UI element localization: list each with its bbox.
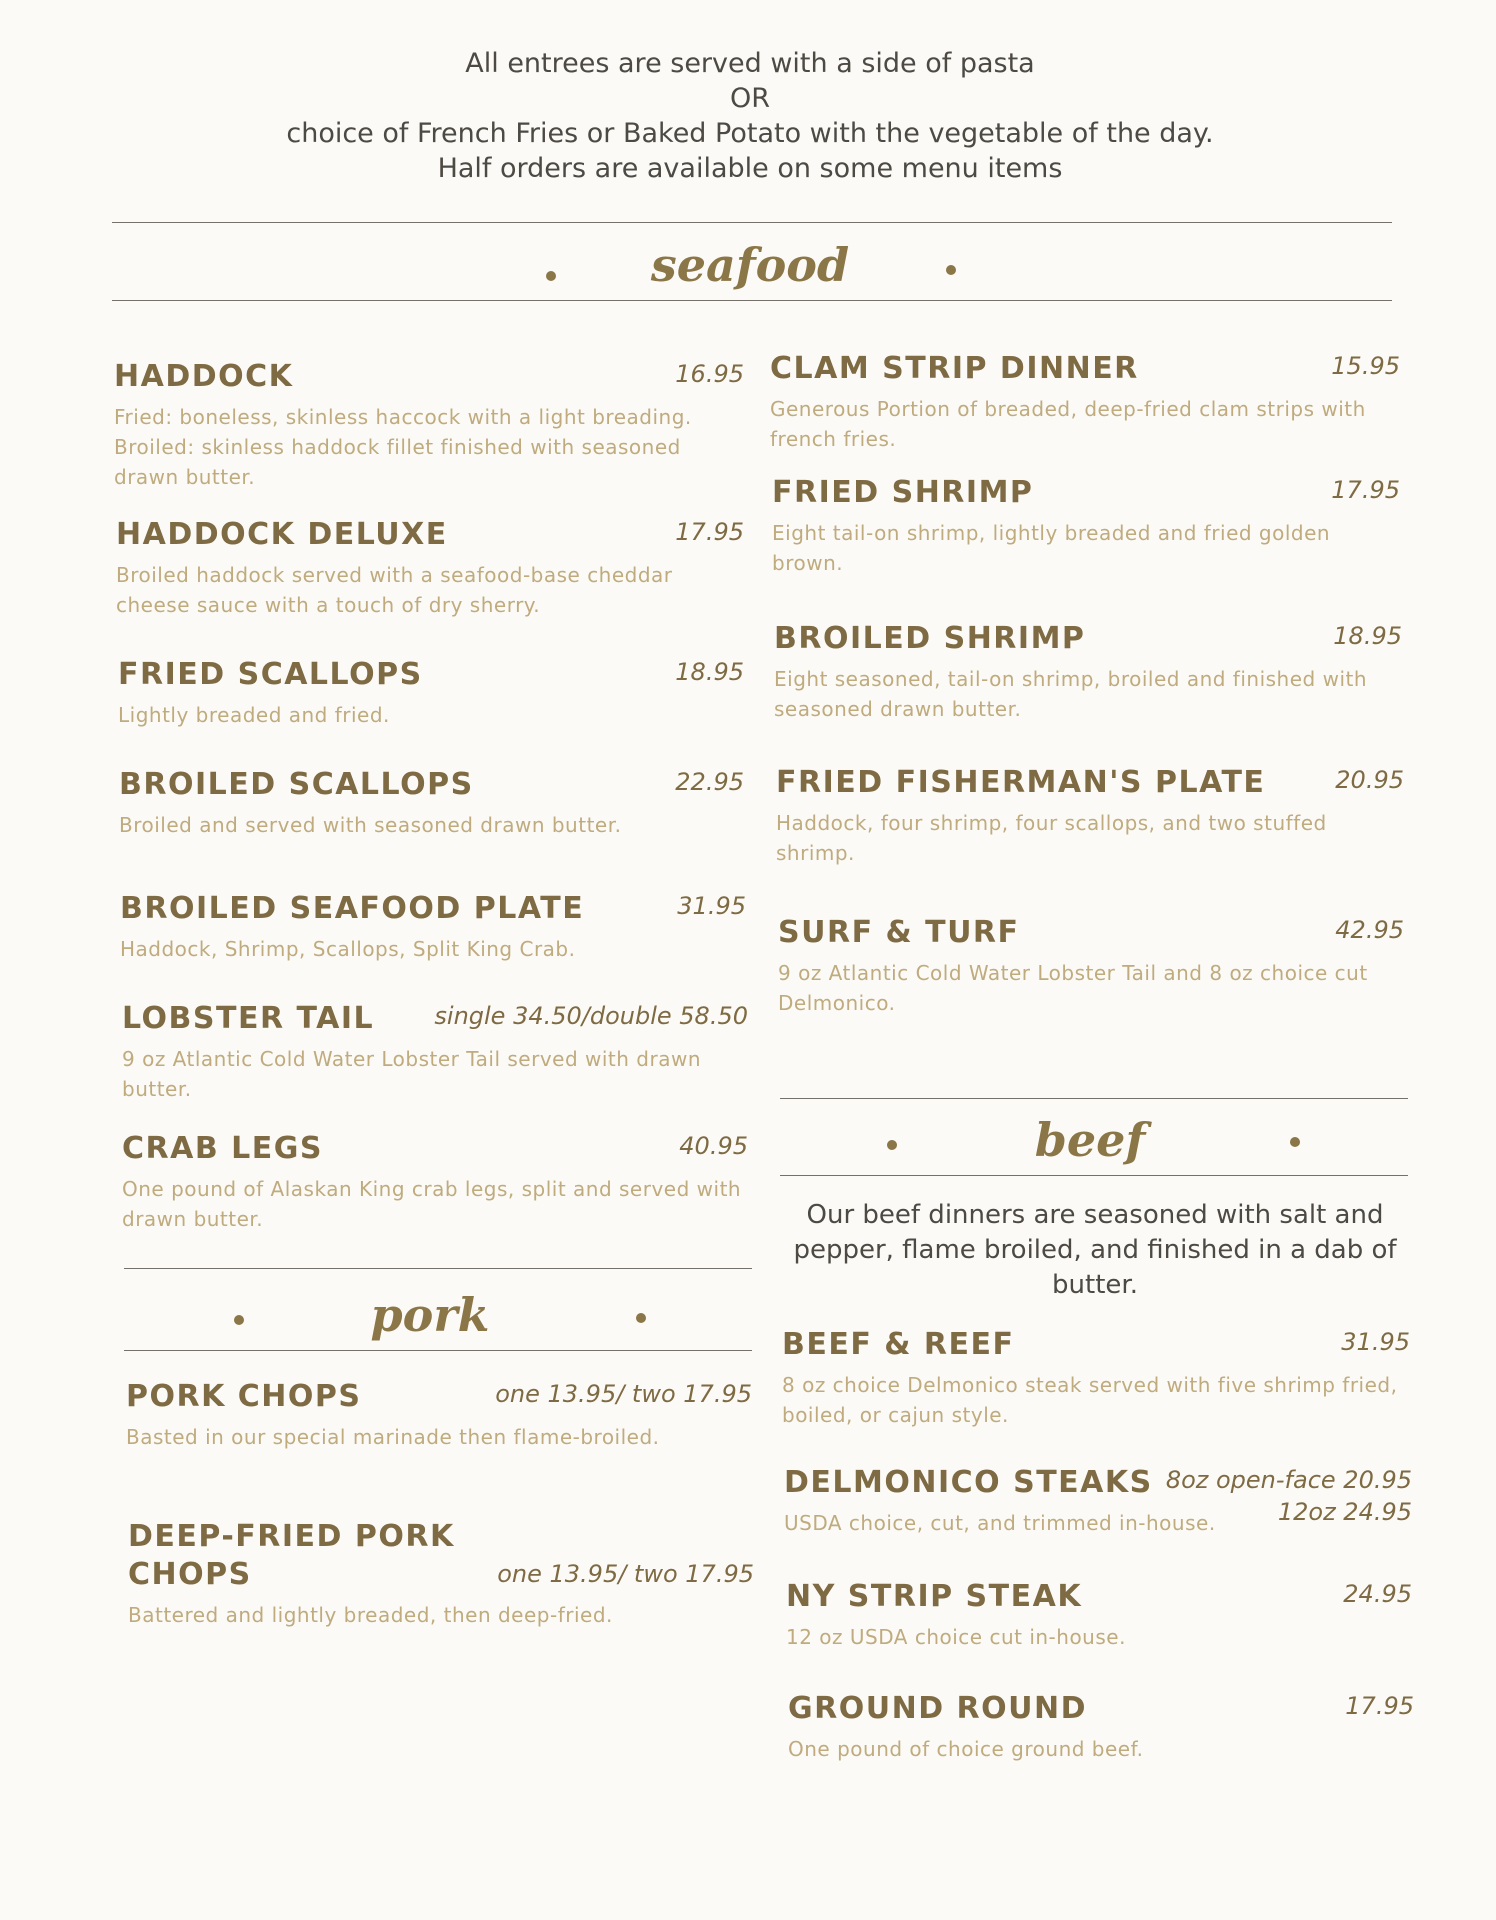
item-name: DELMONICO STEAKS bbox=[784, 1465, 1153, 1500]
item-name: BROILED SEAFOOD PLATE bbox=[120, 891, 585, 926]
item-description: Haddock, Shrimp, Scallops, Split King Crab. bbox=[120, 937, 576, 961]
item-name: FRIED FISHERMAN'S PLATE bbox=[776, 765, 1266, 800]
item-price: 17.95 bbox=[1331, 476, 1400, 504]
divider bbox=[112, 222, 1392, 223]
item-price: 18.95 bbox=[675, 658, 744, 686]
section-heading-beef: beef bbox=[1034, 1113, 1146, 1167]
item-price: 20.95 bbox=[1335, 766, 1404, 794]
menu-item bbox=[118, 656, 744, 730]
item-name: LOBSTER TAIL bbox=[122, 1001, 375, 1036]
item-name: CLAM STRIP DINNER bbox=[770, 351, 1139, 386]
menu-item bbox=[788, 1690, 1414, 1764]
item-name: BEEF & REEF bbox=[782, 1327, 1015, 1362]
item-price: one 13.95/ two 17.95 bbox=[495, 1380, 752, 1408]
divider bbox=[124, 1268, 752, 1269]
item-name: HADDOCK bbox=[114, 359, 294, 394]
menu-item bbox=[116, 516, 744, 620]
item-name: BROILED SCALLOPS bbox=[119, 767, 474, 802]
item-name: PORK CHOPS bbox=[126, 1379, 362, 1414]
item-name: CRAB LEGS bbox=[122, 1131, 323, 1166]
item-description: 12 oz USDA choice cut in-house. bbox=[786, 1625, 1126, 1649]
item-price: 17.95 bbox=[675, 518, 744, 546]
bullet-dot bbox=[1290, 1137, 1300, 1147]
item-description: USDA choice, cut, and trimmed in-house. bbox=[784, 1511, 1216, 1535]
menu-item bbox=[774, 620, 1402, 724]
divider bbox=[124, 1350, 752, 1351]
item-name: DEEP-FRIED PORK CHOPS bbox=[128, 1519, 455, 1592]
divider bbox=[780, 1175, 1408, 1176]
menu-item bbox=[122, 1130, 748, 1234]
menu-item bbox=[778, 914, 1404, 1018]
price-option-8oz: 8oz open-face 20.95 bbox=[1165, 1466, 1412, 1494]
item-description: Battered and lightly breaded, then deep-fried. bbox=[128, 1603, 613, 1627]
item-description: Lightly breaded and fried. bbox=[118, 703, 390, 727]
price-option-12oz: 12oz 24.95 bbox=[1277, 1498, 1412, 1526]
menu-item bbox=[772, 474, 1400, 578]
divider bbox=[112, 300, 1392, 301]
intro-line-4: Half orders are available on some menu items bbox=[437, 153, 1063, 184]
bullet-dot bbox=[636, 1313, 646, 1323]
bullet-dot bbox=[887, 1140, 897, 1150]
item-description: Fried: boneless, skinless haccock with a light breading. Broiled: skinless haddock fillet finished with seasoned drawn butter. bbox=[114, 405, 692, 489]
bullet-dot bbox=[946, 265, 956, 275]
menu-item bbox=[782, 1326, 1410, 1430]
item-price: 18.95 bbox=[1333, 622, 1402, 650]
item-price: 31.95 bbox=[677, 892, 746, 920]
item-price: 42.95 bbox=[1335, 916, 1404, 944]
menu-item bbox=[786, 1578, 1412, 1652]
bullet-dot bbox=[546, 271, 556, 281]
divider bbox=[780, 1098, 1408, 1099]
item-price: single 34.50/double 58.50 bbox=[434, 1002, 748, 1030]
item-description: Eight tail-on shrimp, lightly breaded and fried golden brown. bbox=[772, 521, 1331, 575]
menu-item bbox=[784, 1464, 1412, 1538]
menu-item bbox=[776, 764, 1404, 868]
menu-item bbox=[114, 358, 744, 492]
intro-line-3: choice of French Fries or Baked Potato with the vegetable of the day. bbox=[286, 118, 1214, 149]
item-description: 9 oz Atlantic Cold Water Lobster Tail served with drawn butter. bbox=[122, 1047, 702, 1101]
item-name: FRIED SHRIMP bbox=[772, 475, 1034, 510]
item-price: 22.95 bbox=[675, 768, 744, 796]
intro-line-1: All entrees are served with a side of pasta bbox=[465, 48, 1035, 79]
intro-line-2: OR bbox=[729, 83, 770, 114]
item-description: Eight seasoned, tail-on shrimp, broiled and finished with seasoned drawn butter. bbox=[774, 667, 1368, 721]
item-price: one 13.95/ two 17.95 bbox=[497, 1560, 754, 1588]
item-name: SURF & TURF bbox=[778, 915, 1020, 950]
item-description: 9 oz Atlantic Cold Water Lobster Tail and 8 oz choice cut Delmonico. bbox=[778, 961, 1368, 1015]
intro-note bbox=[250, 46, 1250, 186]
item-price: 24.95 bbox=[1343, 1580, 1412, 1608]
item-description: Broiled haddock served with a seafood-base cheddar cheese sauce with a touch of dry sherry. bbox=[116, 563, 673, 617]
item-description: Generous Portion of breaded, deep-fried clam strips with french fries. bbox=[770, 397, 1366, 451]
item-price: 15.95 bbox=[1331, 352, 1400, 380]
menu-item bbox=[119, 766, 744, 840]
item-name: FRIED SCALLOPS bbox=[118, 657, 423, 692]
item-name: BROILED SHRIMP bbox=[774, 621, 1086, 656]
item-name: HADDOCK DELUXE bbox=[116, 517, 448, 552]
menu-item bbox=[126, 1378, 752, 1452]
item-description: One pound of choice ground beef. bbox=[788, 1737, 1144, 1761]
item-description: Basted in our special marinade then flame-broiled. bbox=[126, 1425, 660, 1449]
item-price: 40.95 bbox=[679, 1132, 748, 1160]
beef-intro-note: Our beef dinners are seasoned with salt and pepper, flame broiled, and finished in a dab of butter. bbox=[793, 1200, 1397, 1300]
item-description: Broiled and served with seasoned drawn butter. bbox=[119, 813, 622, 837]
bullet-dot bbox=[234, 1315, 244, 1325]
menu-item bbox=[770, 350, 1400, 454]
menu-item bbox=[122, 1000, 748, 1104]
section-heading-pork: pork bbox=[370, 1288, 490, 1342]
menu-item bbox=[120, 890, 746, 964]
item-price bbox=[1166, 1464, 1412, 1528]
menu-item bbox=[128, 1518, 754, 1630]
item-name: GROUND ROUND bbox=[788, 1691, 1088, 1726]
item-price: 16.95 bbox=[675, 360, 744, 388]
item-price: 31.95 bbox=[1341, 1328, 1410, 1356]
item-price: 17.95 bbox=[1345, 1692, 1414, 1720]
section-heading-seafood: seafood bbox=[650, 238, 850, 292]
item-name: NY STRIP STEAK bbox=[786, 1579, 1083, 1614]
item-description: 8 oz choice Delmonico steak served with five shrimp fried, boiled, or cajun style. bbox=[782, 1373, 1398, 1427]
item-description: One pound of Alaskan King crab legs, split and served with drawn butter. bbox=[122, 1177, 742, 1231]
item-description: Haddock, four shrimp, four scallops, and two stuffed shrimp. bbox=[776, 811, 1327, 865]
